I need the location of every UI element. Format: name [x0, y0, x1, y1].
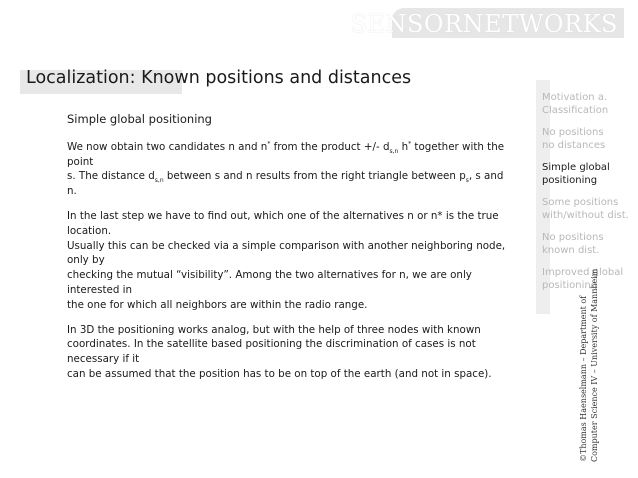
paragraph-line: checking the mutual “visibility”. Among the two alternatives for n, we are only interested in — [67, 269, 472, 296]
copyright-notice — [578, 268, 600, 462]
slide-content — [67, 112, 507, 392]
superscript: * — [267, 140, 271, 148]
text-run: s. The distance d — [67, 170, 155, 183]
paragraph-line: In 3D the positioning works analog, but with the help of three nodes with known — [67, 323, 481, 336]
nav-item-label: Motivation a. — [542, 92, 608, 103]
text-run: h — [398, 140, 409, 153]
nav-item-label: Classification — [542, 104, 609, 116]
nav-item-no-positions-known-dist[interactable] — [542, 232, 632, 257]
nav-item-label: no distances — [542, 139, 606, 151]
section-subheading: Simple global positioning — [67, 112, 212, 126]
brand-banner — [350, 8, 624, 38]
nav-item-label: Simple global — [542, 162, 610, 173]
superscript: * — [408, 140, 412, 148]
paragraph-line — [67, 169, 507, 199]
nav-item-motivation[interactable] — [542, 92, 632, 117]
copyright-line: Computer Science IV – University of Mannheim — [590, 268, 599, 462]
paragraph-line — [67, 140, 507, 170]
subscript: s,n — [154, 177, 164, 185]
paragraph-line: Usually this can be checked via a simple comparison with another neighboring node, only by — [67, 239, 506, 267]
nav-item-some-positions[interactable] — [542, 197, 632, 222]
subscript: s — [465, 177, 469, 185]
nav-item-label: Some positions — [542, 197, 619, 208]
nav-item-no-positions-no-distances[interactable] — [542, 127, 632, 152]
nav-item-label: with/without dist. — [542, 209, 629, 221]
text-run: together with the point — [67, 140, 505, 168]
paragraph-candidates — [67, 140, 507, 199]
nav-item-simple-global-positioning[interactable] — [542, 162, 632, 187]
subscript: s,n — [389, 147, 399, 155]
text-run: We now obtain two candidates n and n — [67, 140, 268, 153]
nav-item-label: positioning — [542, 279, 598, 291]
section-nav — [542, 92, 632, 302]
paragraph-line: the one for which all neighbors are within the radio range. — [67, 298, 368, 311]
nav-item-label: known dist. — [542, 244, 600, 256]
paragraph-line: can be assumed that the position has to be on top of the earth (and not in space). — [67, 367, 492, 380]
paragraph-line: In the last step we have to find out, which one of the alternatives n or n* is the true location. — [67, 209, 499, 237]
text-run: from the product +/- d — [270, 140, 390, 153]
text-run: , s and n. — [67, 170, 504, 198]
nav-item-label: No positions — [542, 232, 604, 243]
text-run: between s and n results from the right triangle between p — [163, 170, 466, 183]
paragraph-line: coordinates. In the satellite based positioning the discrimination of cases is not necessary if it — [67, 338, 476, 366]
nav-item-label: No positions — [542, 127, 604, 138]
slide-title: Localization: Known positions and distances — [26, 68, 412, 88]
copyright-line: ©Thomas Haenselmann – Department of — [579, 295, 588, 462]
nav-item-label: positioning — [542, 174, 598, 186]
nav-item-label: Improved global — [542, 267, 624, 278]
paragraph-3d — [67, 323, 507, 382]
paragraph-last-step — [67, 209, 507, 313]
brand-logo-text: SENSORNETWORKS — [350, 10, 618, 38]
